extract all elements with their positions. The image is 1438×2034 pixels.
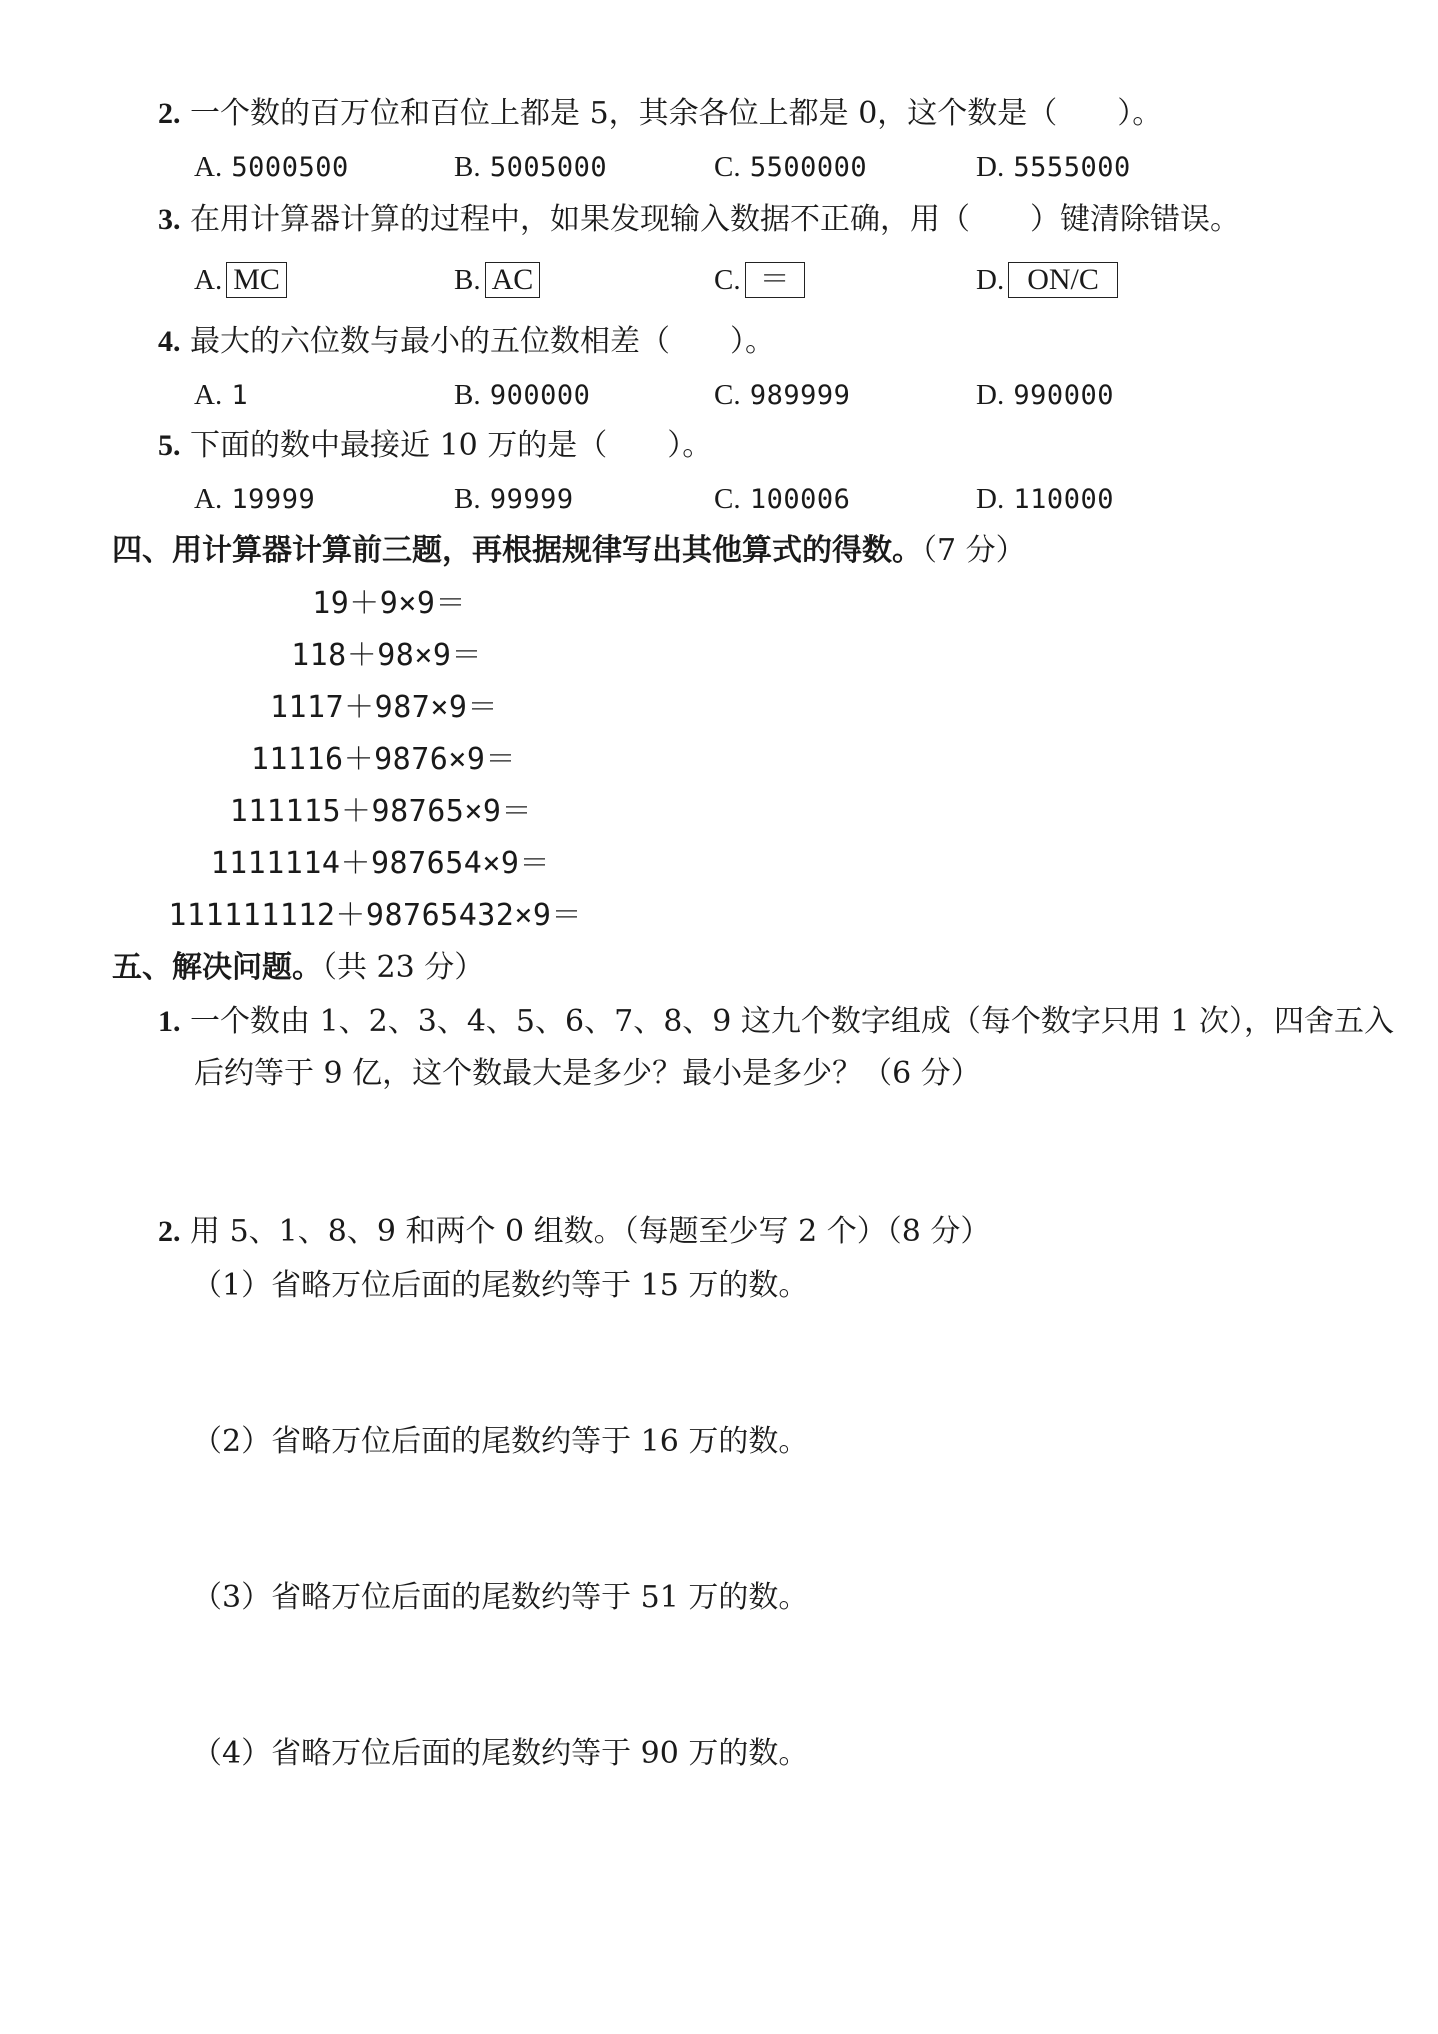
- problem-1-line-1: [158, 1004, 1394, 1040]
- equals-key-box: ＝: [745, 262, 805, 298]
- option-c[interactable]: [714, 148, 867, 186]
- option-value: 5555000: [1013, 152, 1131, 183]
- question-number: 3.: [158, 203, 181, 236]
- option-value: 1: [231, 380, 249, 411]
- question-2-options: [194, 148, 1294, 184]
- option-value: 100006: [749, 484, 851, 515]
- option-value: 990000: [1013, 380, 1114, 411]
- option-value: 110000: [1013, 484, 1114, 515]
- option-letter: C.: [714, 379, 741, 411]
- option-letter: C.: [714, 151, 741, 183]
- question-5: [158, 428, 712, 464]
- option-a[interactable]: [194, 148, 349, 186]
- question-number: 2.: [158, 97, 181, 130]
- option-a[interactable]: [194, 480, 315, 518]
- option-value: 19999: [231, 484, 316, 515]
- question-text: 下面的数中最接近 10 万的是（ ）。: [190, 428, 713, 463]
- option-value: 5005000: [489, 152, 608, 183]
- option-letter: B.: [454, 483, 481, 515]
- section-title: 四、用计算器计算前三题，再根据规律写出其他算式的得数。: [112, 533, 922, 568]
- question-text: 最大的六位数与最小的五位数相差（ ）。: [190, 324, 776, 359]
- option-c[interactable]: [714, 480, 850, 518]
- question-number: 4.: [158, 325, 181, 358]
- formula-line: 19＋9×9＝: [312, 586, 466, 621]
- option-d[interactable]: [976, 148, 1131, 186]
- option-letter: D.: [976, 379, 1005, 411]
- formula-line: 1111114＋987654×9＝: [210, 846, 550, 881]
- question-5-options: [194, 480, 1294, 516]
- sub-question-4: （4）省略万位后面的尾数约等于 90 万的数。: [192, 1736, 809, 1771]
- question-3: [158, 202, 1240, 238]
- problem-1-line-2: 后约等于 9 亿，这个数最大是多少？最小是多少？（6 分）: [194, 1056, 981, 1091]
- option-value: 900000: [489, 380, 591, 411]
- question-number: 2.: [158, 1215, 181, 1248]
- option-letter: D.: [976, 151, 1005, 183]
- option-letter: D.: [976, 264, 1005, 296]
- section-points: （7 分）: [922, 533, 1026, 568]
- formula-line: 111115＋98765×9＝: [229, 794, 532, 829]
- option-value: 989999: [749, 380, 851, 411]
- question-number: 5.: [158, 429, 181, 462]
- option-b[interactable]: [454, 148, 607, 186]
- question-text: 在用计算器计算的过程中，如果发现输入数据不正确，用（ ）键清除错误。: [190, 202, 1241, 237]
- question-4: [158, 324, 775, 360]
- option-b[interactable]: [454, 480, 574, 518]
- ac-key-box: AC: [485, 262, 541, 298]
- option-a[interactable]: [194, 376, 248, 414]
- option-letter: C.: [714, 483, 741, 515]
- option-letter: D.: [976, 483, 1005, 515]
- option-letter: A.: [194, 483, 223, 515]
- problem-text: 用 5、1、8、9 和两个 0 组数。（每题至少写 2 个）（8 分）: [190, 1214, 991, 1249]
- option-c[interactable]: [714, 376, 850, 414]
- option-b[interactable]: [454, 261, 540, 298]
- problem-text: 一个数由 1、2、3、4、5、6、7、8、9 这九个数字组成（每个数字只用 1 次），四舍五入: [190, 1004, 1395, 1039]
- option-d[interactable]: [976, 261, 1118, 298]
- sub-question-3: （3）省略万位后面的尾数约等于 51 万的数。: [192, 1580, 809, 1615]
- question-3-options: [194, 261, 1294, 301]
- option-letter: A.: [194, 151, 223, 183]
- option-letter: B.: [454, 379, 481, 411]
- option-letter: A.: [194, 379, 223, 411]
- mc-key-box: MC: [226, 262, 287, 298]
- option-letter: A.: [194, 264, 223, 296]
- option-value: 99999: [489, 484, 574, 515]
- section-title: 五、解决问题。: [112, 950, 322, 985]
- formula-line: 118＋98×9＝: [291, 638, 482, 673]
- option-d[interactable]: [976, 376, 1114, 414]
- option-letter: B.: [454, 151, 481, 183]
- on-c-key-box: ON/C: [1008, 262, 1118, 298]
- option-value: 5000500: [231, 152, 349, 183]
- question-4-options: [194, 376, 1294, 412]
- question-text: 一个数的百万位和百位上都是 5，其余各位上都是 0，这个数是（ ）。: [190, 96, 1163, 131]
- option-a[interactable]: [194, 261, 287, 298]
- section-points: （共 23 分）: [322, 950, 485, 985]
- option-letter: C.: [714, 264, 741, 296]
- formula-line: 1117＋987×9＝: [269, 690, 498, 725]
- option-d[interactable]: [976, 480, 1114, 518]
- option-b[interactable]: [454, 376, 590, 414]
- question-number: 1.: [158, 1005, 181, 1038]
- sub-question-1: （1）省略万位后面的尾数约等于 15 万的数。: [192, 1268, 809, 1303]
- section-5-heading: [112, 950, 484, 986]
- formula-line: 111111112＋98765432×9＝: [168, 898, 582, 933]
- problem-2: [158, 1214, 990, 1250]
- sub-question-2: （2）省略万位后面的尾数约等于 16 万的数。: [192, 1424, 809, 1459]
- option-c[interactable]: [714, 261, 805, 298]
- option-letter: B.: [454, 264, 481, 296]
- section-4-heading: [112, 533, 1026, 569]
- formula-line: 11116＋9876×9＝: [250, 742, 516, 777]
- question-2: [158, 96, 1162, 132]
- option-value: 5500000: [749, 152, 868, 183]
